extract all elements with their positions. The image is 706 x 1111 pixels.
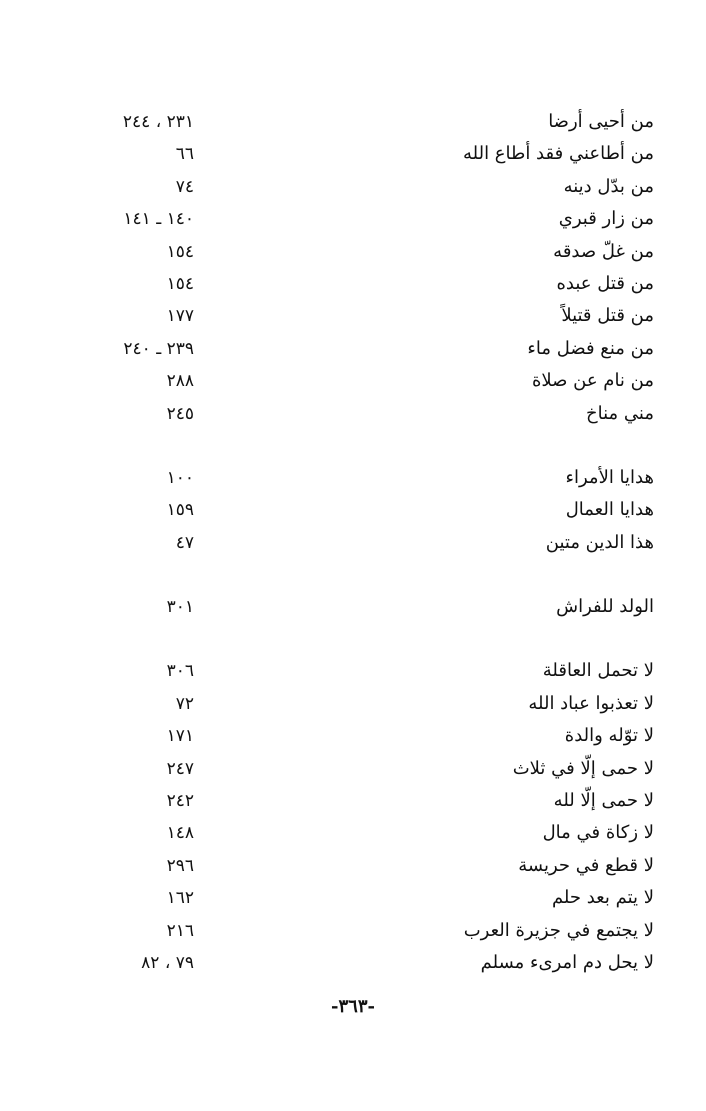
index-entry <box>94 203 654 235</box>
entry-pages: ٦٦ <box>175 144 194 165</box>
entry-pages: ٢٩٦ <box>166 855 194 876</box>
entry-phrase: لا تحمل العاقلة <box>542 660 654 682</box>
entry-pages: ١٥٩ <box>166 500 194 521</box>
index-entry <box>94 591 654 623</box>
entry-phrase: لا توّله والدة <box>564 725 654 747</box>
index-group-meem <box>94 106 654 430</box>
entry-phrase: لا يتم بعد حلم <box>551 887 654 909</box>
entry-pages: ٢٣٩ ـ ٢٤٠ <box>123 338 194 359</box>
entry-pages: ٢٤٢ <box>166 791 194 812</box>
index-entry <box>94 882 654 914</box>
entry-pages: ١٥٤ <box>166 273 194 294</box>
entry-phrase: من أحيى أرضا <box>548 111 654 132</box>
entry-phrase: لا حمى إلّا في ثلاث <box>512 757 654 779</box>
index-entry <box>94 817 654 849</box>
entry-phrase: هدايا الأمراء <box>565 466 654 488</box>
entry-phrase: من قتل قتيلاً <box>561 305 654 327</box>
entry-pages: ٢١٦ <box>166 920 194 941</box>
entry-pages: ١٠٠ <box>166 467 194 488</box>
index-entry <box>94 268 654 300</box>
index-entry <box>94 365 654 397</box>
index-entry <box>94 688 654 720</box>
index-group-waw <box>94 591 654 623</box>
index-entry <box>94 527 654 559</box>
hadith-index <box>94 106 654 979</box>
index-entry <box>94 236 654 268</box>
entry-pages: ٢٤٧ <box>166 758 194 779</box>
index-entry <box>94 106 654 138</box>
entry-phrase: لا يجتمع في جزيرة العرب <box>463 919 654 941</box>
page-number: -٣٦٣- <box>331 996 375 1017</box>
index-entry <box>94 494 654 526</box>
entry-phrase: من غلّ صدقه <box>553 240 654 262</box>
entry-phrase: من بدّل دينه <box>563 175 654 197</box>
entry-pages: ٢٨٨ <box>166 371 194 392</box>
entry-phrase: لا زكاة في مال <box>542 822 654 844</box>
index-entry <box>94 850 654 882</box>
entry-phrase: الولد للفراش <box>556 596 654 618</box>
index-entry <box>94 947 654 979</box>
entry-phrase: من أطاعني فقد أطاع الله <box>462 143 654 165</box>
entry-pages: ١٤٨ <box>166 823 194 844</box>
entry-pages: ١٦٢ <box>166 888 194 909</box>
entry-phrase: هدايا العمال <box>565 499 654 521</box>
entry-pages: ١٧٧ <box>166 306 194 327</box>
entry-phrase: من قتل عبده <box>556 272 654 294</box>
entry-pages: ٢٣١ ، ٢٤٤ <box>122 112 194 132</box>
entry-pages: ٧٩ ، ٨٢ <box>141 952 194 973</box>
index-entry <box>94 785 654 817</box>
entry-phrase: مني مناخ <box>586 402 654 424</box>
index-entry <box>94 138 654 170</box>
index-entry <box>94 333 654 365</box>
entry-phrase: لا يحل دم امرىء مسلم <box>480 951 654 973</box>
entry-phrase: هذا الدين متين <box>545 531 654 553</box>
entry-pages: ١٤٠ ـ ١٤١ <box>123 209 194 230</box>
index-group-laa <box>94 655 654 979</box>
index-entry <box>94 753 654 785</box>
entry-phrase: من زار قبري <box>558 208 654 230</box>
entry-phrase: من نام عن صلاة <box>531 370 654 392</box>
index-group-haa <box>94 462 654 559</box>
entry-pages: ٧٢ <box>175 693 194 714</box>
index-entry <box>94 398 654 430</box>
index-entry <box>94 720 654 752</box>
entry-pages: ٧٤ <box>175 176 194 197</box>
entry-phrase: لا حمى إلّا لله <box>553 790 654 812</box>
entry-pages: ٤٧ <box>175 532 194 553</box>
entry-phrase: لا قطع في حريسة <box>518 854 654 876</box>
index-entry <box>94 915 654 947</box>
entry-phrase: من منع فضل ماء <box>527 337 654 359</box>
entry-pages: ٢٤٥ <box>166 403 194 424</box>
index-entry <box>94 171 654 203</box>
entry-pages: ١٥٤ <box>166 241 194 262</box>
index-entry <box>94 462 654 494</box>
entry-phrase: لا تعذبوا عباد الله <box>528 692 654 714</box>
index-entry <box>94 300 654 332</box>
entry-pages: ١٧١ <box>166 726 194 747</box>
entry-pages: ٣٠٦ <box>166 661 194 682</box>
entry-pages: ٣٠١ <box>166 597 194 618</box>
index-entry <box>94 655 654 687</box>
